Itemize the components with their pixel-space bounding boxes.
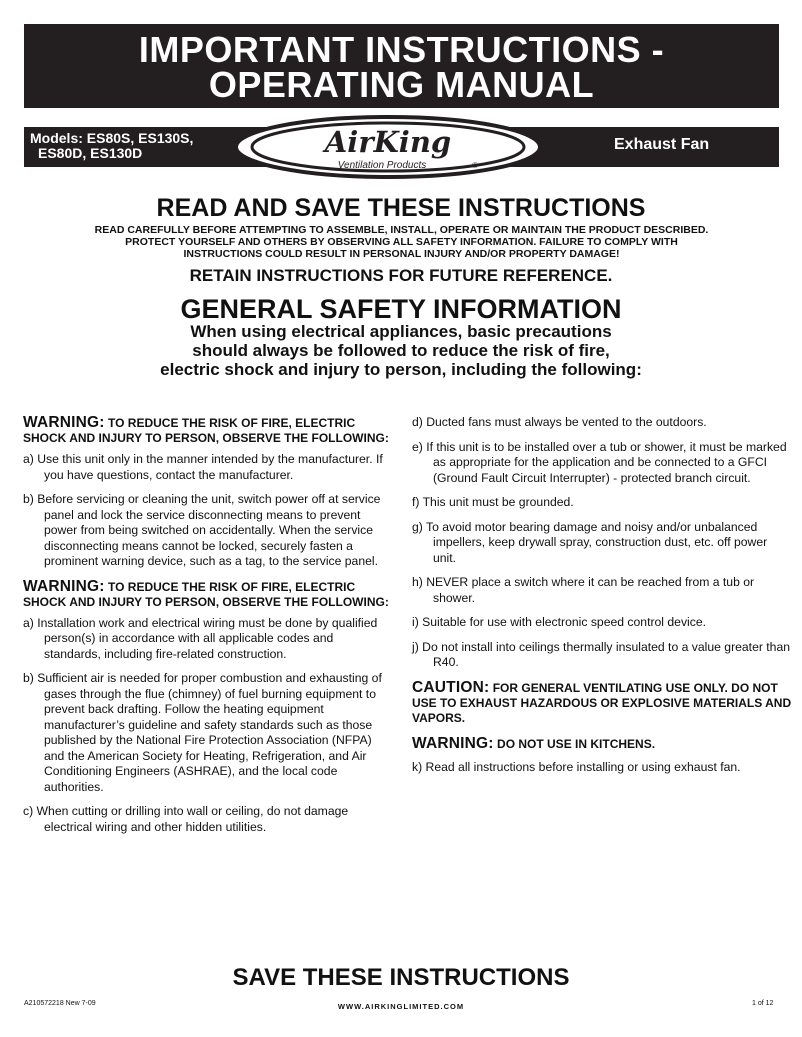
product-type: Exhaust Fan <box>614 136 710 153</box>
caution-label: CAUTION: <box>412 678 490 696</box>
logo-registered-mark: ® <box>472 161 478 170</box>
warning-block-2 <box>23 579 393 610</box>
gsi-sub-line-2: should always be followed to reduce the risk of fire, <box>192 341 610 360</box>
list-item: g) To avoid motor bearing damage and noisy and/or unbalanced impellers, keep drywall spray, construction dust, etc. off power unit. <box>412 519 768 565</box>
warning-label: WARNING: <box>23 414 105 431</box>
title-line-2: OPERATING MANUAL <box>208 64 595 105</box>
list-item: b) Before servicing or cleaning the unit, switch power off at service panel and lock the service disconnecting means to prevent power from being switched on accidentally. When the service disconnecting means cannot be locked, securely fasten a prominent warning device, such as a tag, to the service panel. <box>23 492 381 568</box>
warning-text: SHOCK AND INJURY TO PERSON, OBSERVE THE FOLLOWING: <box>23 431 389 445</box>
warning-text: SHOCK AND INJURY TO PERSON, OBSERVE THE FOLLOWING: <box>23 594 389 609</box>
warning-text: TO REDUCE THE RISK OF FIRE, ELECTRIC <box>104 416 356 430</box>
warning-label: WARNING: <box>412 734 494 752</box>
gsi-sub-line-3: electric shock and injury to person, including the following: <box>160 360 642 379</box>
list-item: a) Installation work and electrical wiring must be done by qualified person(s) in accordance with all applicable codes and standards, including fire-related construction. <box>23 615 378 661</box>
warning-text: DO NOT USE IN KITCHENS. <box>493 736 656 751</box>
logo-tagline-text: Ventilation Products <box>337 160 427 171</box>
warning-block-1 <box>23 415 393 446</box>
title-banner <box>24 24 779 108</box>
air-king-logo <box>232 114 544 180</box>
list-item: b) Sufficient air is needed for proper combustion and exhausting of gases through the flue (chimney) of fuel burning equipment to prevent back drafting. Follow the heating equipment manufacturer’s guideline and safety standards such as those published by the National Fire Protection Association (NFPA) and the American Society for Heating, Refrigeration, and Air Conditioning Engineers (ASHRAE), and the local code authorities. <box>23 671 382 794</box>
list-item: c) When cutting or drilling into wall or ceiling, do not damage electrical wiring and other hidden utilities. <box>23 804 349 834</box>
title-line-1: IMPORTANT INSTRUCTIONS - <box>138 29 665 70</box>
list-item: j) Do not install into ceilings thermally insulated to a value greater than R40. <box>412 639 791 669</box>
retain-instructions: RETAIN INSTRUCTIONS FOR FUTURE REFERENCE. <box>189 266 613 285</box>
list-item: i) Suitable for use with electronic speed control device. <box>412 615 707 629</box>
warning-block-3 <box>412 736 792 752</box>
notice-line-1: READ CAREFULLY BEFORE ATTEMPTING TO ASSEMBLE, INSTALL, OPERATE OR MAINTAIN THE PRODUCT DESCRIBED. <box>94 224 709 236</box>
save-instructions-footer: SAVE THESE INSTRUCTIONS <box>232 964 570 991</box>
list-item: k) Read all instructions before installing or using exhaust fan. <box>412 759 741 774</box>
caution-block <box>412 680 792 726</box>
models-label <box>30 131 193 161</box>
page-number: 1 of 12 <box>752 1000 774 1007</box>
read-carefully-notice <box>24 224 779 260</box>
models-line-2: ES80D, ES130D <box>38 145 143 161</box>
list-item: a) Use this unit only in the manner intended by the manufacturer. If you have questions, contact the manufacturer. <box>23 452 383 482</box>
list-item: f) This unit must be grounded. <box>412 495 574 509</box>
left-column <box>23 415 393 844</box>
gsi-sub-line-1: When using electrical appliances, basic precautions <box>190 322 612 341</box>
notice-line-3: INSTRUCTIONS COULD RESULT IN PERSONAL INJURY AND/OR PROPERTY DAMAGE! <box>183 248 620 260</box>
document-code: A210572218 New 7-09 <box>24 1000 96 1007</box>
models-line-1: Models: ES80S, ES130S, <box>30 130 194 146</box>
notice-line-2: PROTECT YOURSELF AND OTHERS BY OBSERVING ALL SAFETY INFORMATION. FAILURE TO COMPLY WITH <box>125 236 678 248</box>
list-item: d) Ducted fans must always be vented to the outdoors. <box>412 415 707 429</box>
general-safety-heading: GENERAL SAFETY INFORMATION <box>180 294 622 324</box>
list-item: h) NEVER place a switch where it can be reached from a tub or shower. <box>412 575 755 605</box>
website-link[interactable]: WWW.AIRKINGLIMITED.COM <box>337 1002 465 1011</box>
caution-text: FOR GENERAL VENTILATING USE ONLY. DO NOT USE TO EXHAUST HAZARDOUS OR EXPLOSIVE MATERIALS AND VAPORS. <box>412 680 792 725</box>
logo-brand-text: AirKing <box>324 125 452 159</box>
warning-label: WARNING: <box>23 577 105 595</box>
right-column <box>412 415 792 784</box>
read-and-save-heading: READ AND SAVE THESE INSTRUCTIONS <box>156 194 646 222</box>
warning-text: TO REDUCE THE RISK OF FIRE, ELECTRIC <box>104 579 356 594</box>
general-safety-subheading <box>120 322 682 379</box>
list-item: e) If this unit is to be installed over a tub or shower, it must be marked as appropriate for the application and be connected to a GFCI (Ground Fault Circuit Interrupter) - protected branch circuit. <box>412 439 787 485</box>
